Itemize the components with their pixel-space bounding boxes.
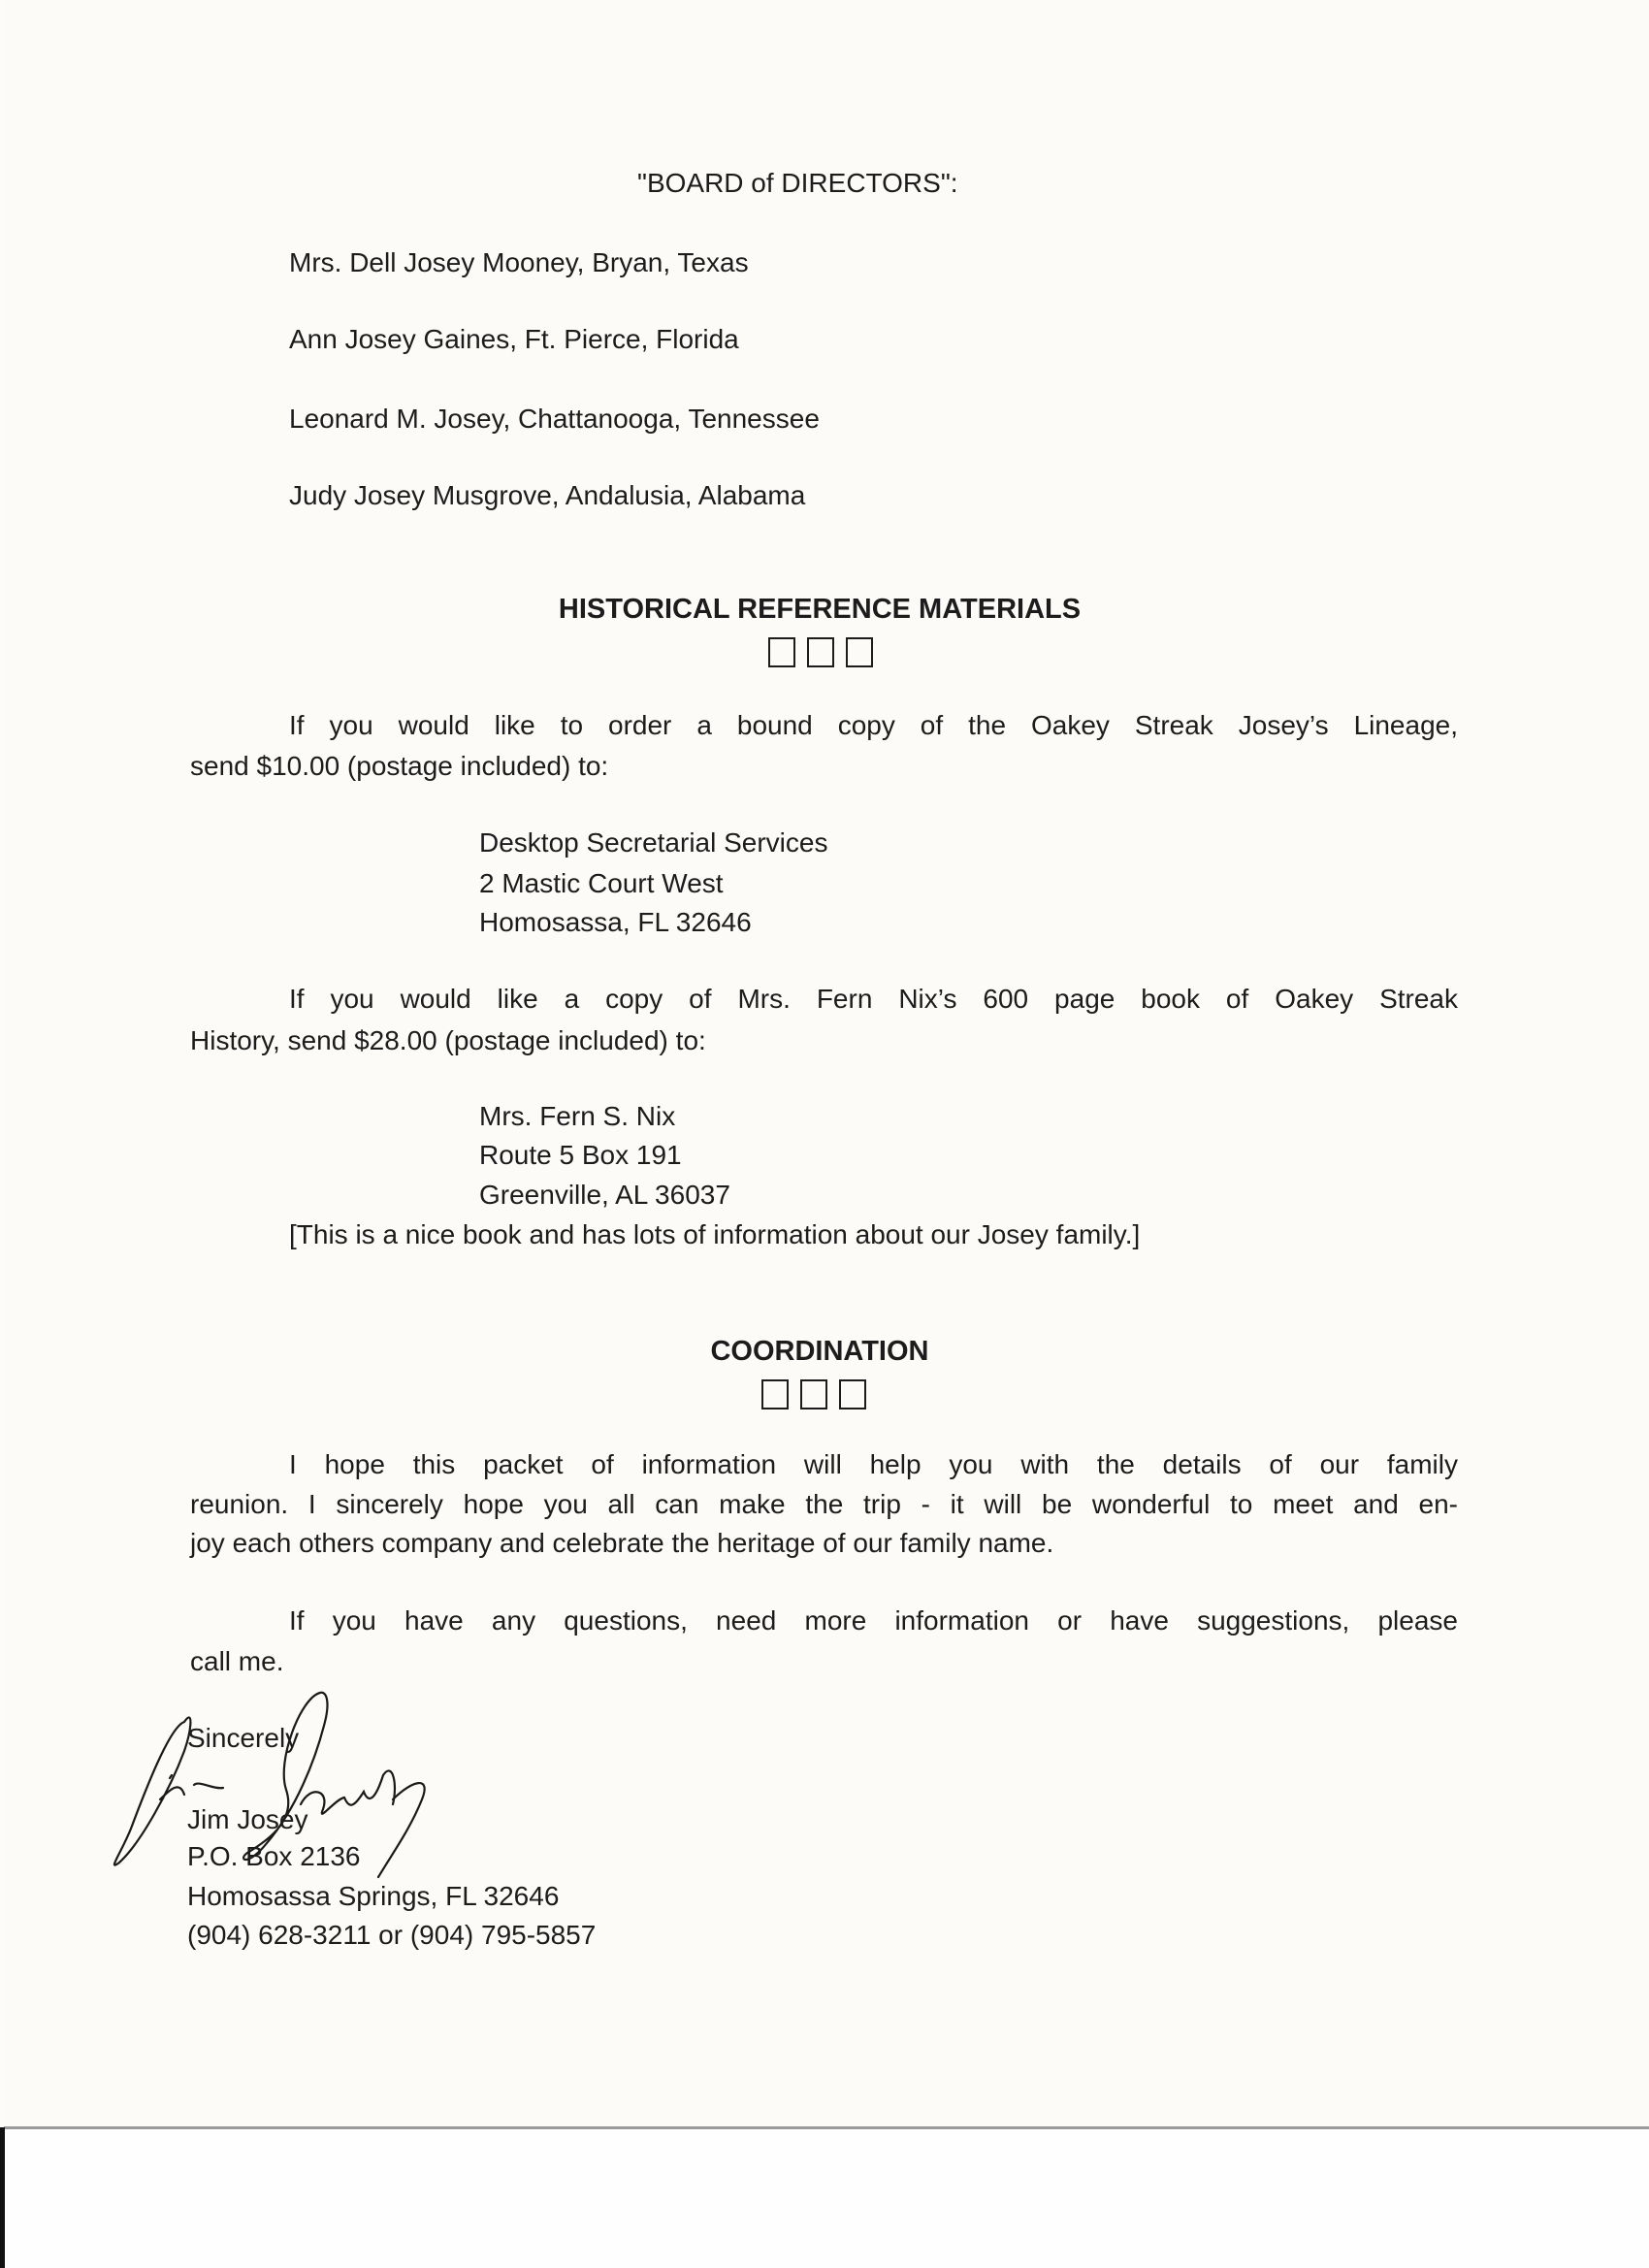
salutation: Sincerely bbox=[187, 1723, 300, 1753]
book-note: [This is a nice book and has lots of information about our Josey family.] bbox=[289, 1219, 1141, 1249]
paragraph-line: I hope this packet of information will help you with the details of our family bbox=[289, 1449, 1458, 1479]
paragraph-line: If you would like a copy of Mrs. Fern Nix’s 600 page book of Oakey Streak bbox=[289, 984, 1458, 1014]
sender-address-line: P.O. Box 2136 bbox=[187, 1841, 361, 1871]
section-heading-coordination: COORDINATION bbox=[710, 1336, 929, 1367]
board-member: Ann Josey Gaines, Ft. Pierce, Florida bbox=[289, 324, 739, 354]
sender-phone: (904) 628-3211 or (904) 795-5857 bbox=[187, 1920, 597, 1950]
box-glyph bbox=[768, 637, 795, 667]
board-title: "BOARD of DIRECTORS": bbox=[637, 168, 958, 198]
sender-address-line: Homosassa Springs, FL 32646 bbox=[187, 1881, 560, 1911]
scanner-edge-strip bbox=[0, 2127, 5, 2268]
board-member: Judy Josey Musgrove, Andalusia, Alabama bbox=[289, 480, 806, 510]
board-member: Mrs. Dell Josey Mooney, Bryan, Texas bbox=[289, 247, 749, 277]
paragraph-line: send $10.00 (postage included) to: bbox=[190, 751, 609, 781]
address-line: Greenville, AL 36037 bbox=[479, 1180, 730, 1210]
scanner-background bbox=[4, 2129, 1649, 2268]
paragraph-line: reunion. I sincerely hope you all can make the trip - it will be wonderful to meet and en- bbox=[190, 1489, 1458, 1519]
paragraph-line: If you have any questions, need more information or have suggestions, please bbox=[289, 1605, 1458, 1636]
box-glyph bbox=[800, 1379, 827, 1409]
address-line: Homosassa, FL 32646 bbox=[479, 907, 752, 937]
address-line: 2 Mastic Court West bbox=[479, 868, 724, 898]
box-glyph bbox=[846, 637, 873, 667]
address-line: Route 5 Box 191 bbox=[479, 1140, 682, 1170]
board-member: Leonard M. Josey, Chattanooga, Tennessee bbox=[289, 404, 820, 434]
sender-name: Jim Josey bbox=[187, 1804, 308, 1834]
box-glyph bbox=[761, 1379, 789, 1409]
section-divider-boxes bbox=[761, 1379, 866, 1409]
paragraph-line: History, send $28.00 (postage included) to: bbox=[190, 1025, 706, 1055]
paragraph-line: joy each others company and celebrate the heritage of our family name. bbox=[190, 1528, 1054, 1558]
paragraph-line: If you would like to order a bound copy of the Oakey Streak Josey’s Lineage, bbox=[289, 710, 1458, 740]
box-glyph bbox=[807, 637, 834, 667]
address-line: Mrs. Fern S. Nix bbox=[479, 1101, 676, 1131]
box-glyph bbox=[839, 1379, 866, 1409]
address-line: Desktop Secretarial Services bbox=[479, 827, 828, 858]
section-heading-historical: HISTORICAL REFERENCE MATERIALS bbox=[558, 594, 1082, 625]
section-divider-boxes bbox=[768, 637, 873, 667]
paragraph-line: call me. bbox=[190, 1646, 284, 1676]
